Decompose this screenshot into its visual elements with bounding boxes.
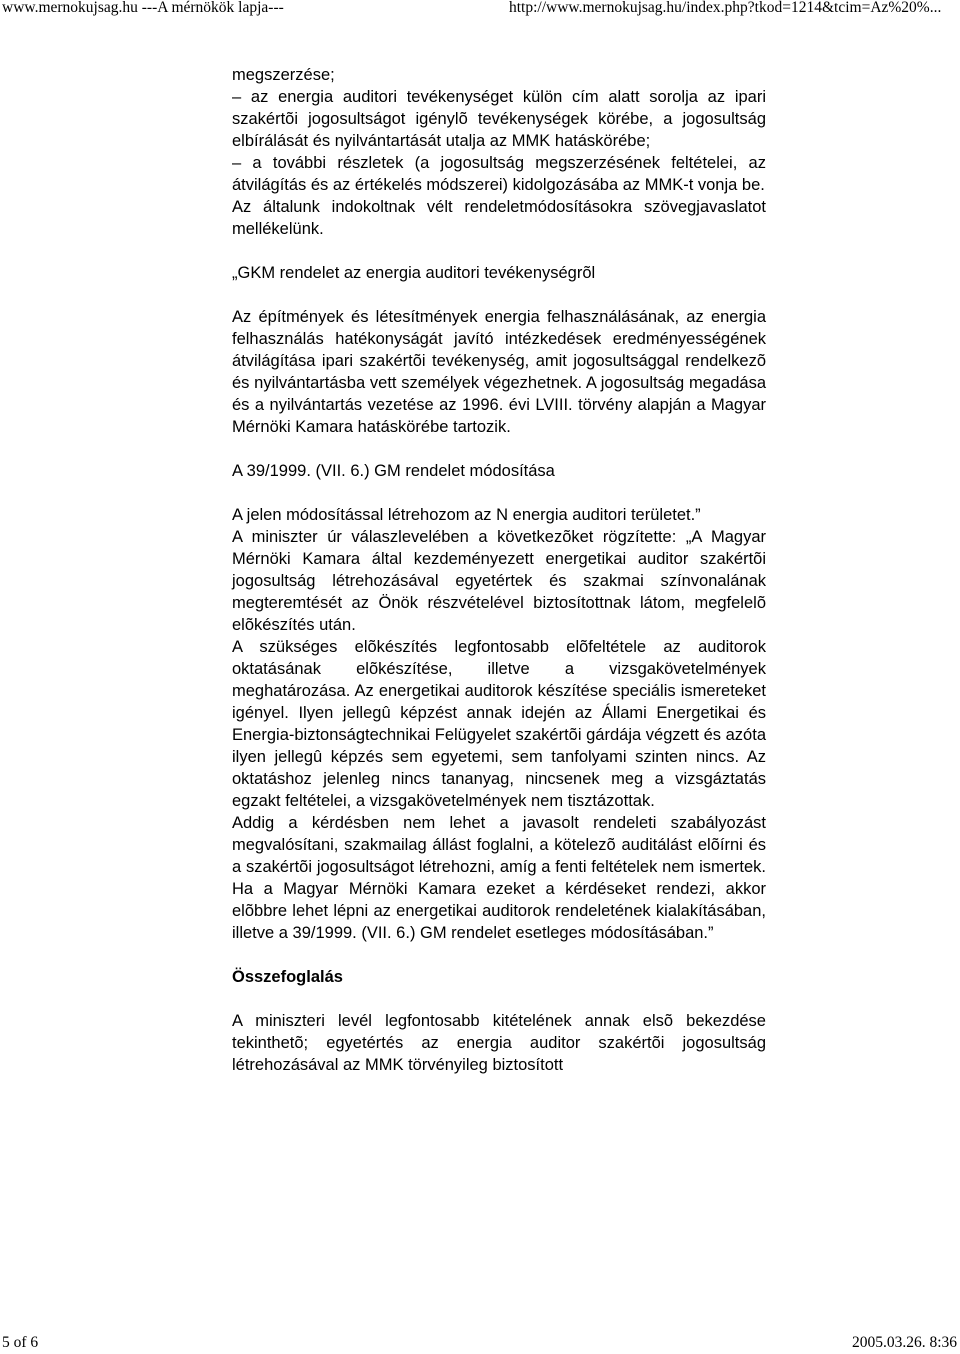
print-header	[0, 0, 960, 20]
paragraph: A 39/1999. (VII. 6.) GM rendelet módosítása	[232, 462, 555, 480]
article-content	[232, 64, 766, 1076]
paragraph: A miniszteri levél legfontosabb kitételének annak elsõ bekezdése tekinthetõ; egyetértés az energia auditor szakértõi jogosultság létrehozásával az MMK törvényileg biztosított	[232, 1012, 766, 1074]
paragraph: Az általunk indokoltnak vélt rendeletmódosításokra szövegjavaslatot mellékelünk.	[232, 198, 766, 238]
page-number: 5 of 6	[2, 1334, 39, 1351]
header-site-link[interactable]: www.mernokujsag.hu ---A mérnökök lapja---	[2, 0, 284, 16]
paragraph: A szükséges elõkészítés legfontosabb elõfeltétele az auditorok oktatásának elõkészítése, illetve a vizsgakövetelmények meghatározása. Az energetikai auditorok készítése speciális ismereteket igényel. Ilyen jellegû képzést annak idején az Állami Energetikai és Energia-biztonságtechnikai Felügyelet szakértõi gárdája végzett és azóta ilyen jellegû képzés sem egyetemi, sem tanfolyami szinten nincs. Az oktatáshoz jelenleg nincs tananyag, nincsenek meg a vizsgáztatás egzakt feltételei, a vizsgakövetelmények nem tisztázottak.	[232, 638, 766, 810]
print-datetime: 2005.03.26. 8:36	[851, 1334, 957, 1351]
paragraph: megszerzése;	[232, 66, 335, 84]
paragraph: Az építmények és létesítmények energia felhasználásának, az energia felhasználás hatékonyságát javító intézkedések eredményességének átvilágítása ipari szakértõi tevékenység, amit jogosultsággal rendelkezõ és nyilvántartásba vett személyek végezhetnek. A jogosultság megadása és a nyilvántartás vezetése az 1996. évi LVIII. törvény alapján a Magyar Mérnöki Kamara hatáskörébe tartozik.	[232, 308, 766, 436]
quoted-title: „GKM rendelet az energia auditori tevékenységrõl	[232, 264, 596, 282]
section-heading: Összefoglalás	[232, 968, 343, 986]
print-footer	[0, 1333, 960, 1353]
paragraph: A jelen módosítással létrehozom az N energia auditori területet.”	[232, 506, 701, 524]
header-url-link[interactable]: http://www.mernokujsag.hu/index.php?tkod=1214&tcim=Az%20%...	[509, 0, 942, 16]
list-item: – az energia auditori tevékenységet külön cím alatt sorolja az ipari szakértõi jogosultságot igénylõ tevékenységek körébe, a jogosultság elbírálását és nyilvántartását utalja az MMK hatáskörébe;	[232, 88, 766, 150]
paragraph: Addig a kérdésben nem lehet a javasolt rendeleti szabályozást megvalósítani, szakmailag állást foglalni, a kötelezõ auditálást elõírni és a szakértõi jogosultságot létrehozni, amíg a fenti feltételek nem ismertek. Ha a Magyar Mérnöki Kamara ezeket a kérdéseket rendezi, akkor elõbbre lehet lépni az energetikai auditorok rendeletének kialakításában, illetve a 39/1999. (VII. 6.) GM rendelet esetleges módosításában.”	[232, 814, 766, 942]
list-item: – a további részletek (a jogosultság megszerzésének feltételei, az átvilágítás és az értékelés módszerei) kidolgozásába az MMK-t vonja be.	[232, 154, 766, 194]
paragraph: A miniszter úr válaszlevelében a következõket rögzítette: „A Magyar Mérnöki Kamara által kezdeményezett energetikai auditor szakértõi jogosultság létrehozásával egyetértek és szakmai színvonalának megteremtését az Önök részvételével biztosítottnak látom, megfelelõ elõkészítés után.	[232, 528, 766, 634]
